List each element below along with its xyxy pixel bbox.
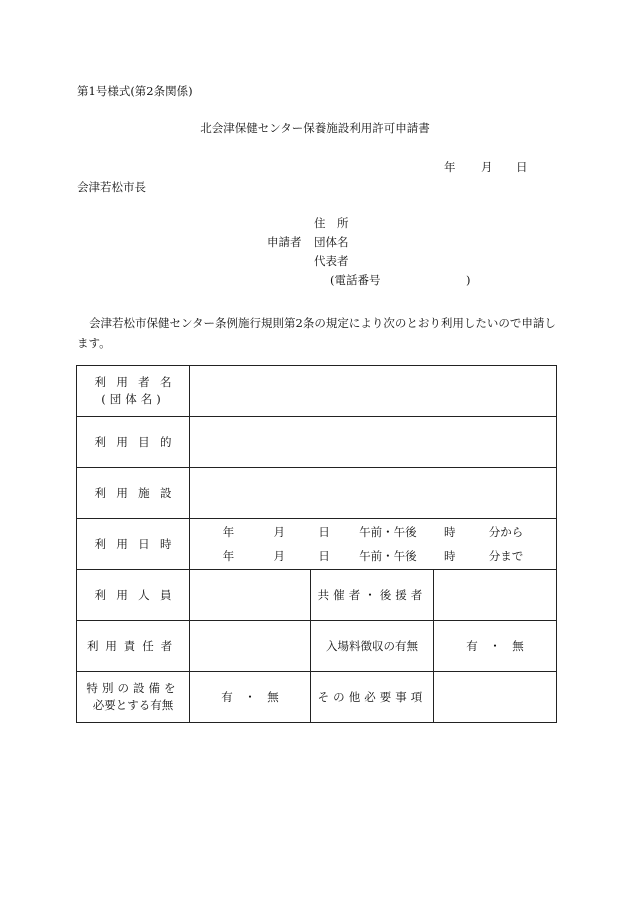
to-year-label: 年 [222,549,235,563]
application-statement: 会津若松市保健センター条例施行規則第2条の規定により次のとおり利用したいので申請します。 [77,316,556,350]
document-title: 北会津保健センター保養施設利用許可申請書 [200,121,430,135]
purpose-label: 利用目的 [94,434,182,449]
manager-field[interactable] [190,621,311,672]
from-hour-label: 時 [443,525,456,539]
facility-field[interactable] [190,468,557,519]
manager-label-cell [77,621,190,672]
from-month-label: 月 [273,525,286,539]
table-row [77,366,557,417]
phone-label: (電話番号 [330,273,381,287]
sponsor-label-cell [311,570,434,621]
purpose-label-cell [77,417,190,468]
to-hour-label: 時 [443,549,456,563]
user-name-label-cell [77,366,190,417]
equipment-choice[interactable] [190,672,311,723]
from-year-label: 年 [222,525,235,539]
date-month-label: 月 [481,160,493,174]
application-table [76,365,557,723]
fee-label-cell [311,621,434,672]
datetime-label: 利用日時 [94,536,182,551]
organization-name-label: (団体名) [101,392,165,406]
manager-label: 利用責任者 [87,638,179,653]
other-label: その他必要事項 [317,689,427,704]
user-name-label: 利用者名 [94,375,182,389]
people-field[interactable] [190,570,311,621]
recipient: 会津若松市長 [77,180,146,194]
fee-choice-text: 有 ・ 無 [466,638,524,653]
other-field[interactable] [434,672,557,723]
purpose-field[interactable] [190,417,557,468]
fee-choice[interactable] [434,621,557,672]
user-name-field[interactable] [190,366,557,417]
other-label-cell [311,672,434,723]
equipment-label-line1: 特別の設備を [86,681,180,695]
equipment-label-line2: 必要とする有無 [92,698,174,712]
datetime-from-line [190,520,556,544]
to-day-label: 日 [318,549,330,563]
applicant-label: 申請者 [267,235,302,249]
table-row [77,468,557,519]
to-ampm-label: 午前・午後 [359,549,417,563]
people-label: 利用人員 [94,587,182,602]
date-year-label: 年 [444,160,456,174]
representative-label: 代表者 [314,254,349,268]
from-minute-label: 分から [488,525,524,539]
from-ampm-label: 午前・午後 [359,525,417,539]
table-row [77,519,557,570]
table-row [77,672,557,723]
form-number-label: 第1号様式(第2条関係) [77,84,193,98]
datetime-to-line [190,544,556,568]
fee-label: 入場料徴収の有無 [326,638,418,653]
to-minute-label: 分まで [488,549,524,563]
table-row [77,417,557,468]
from-day-label: 日 [318,525,330,539]
address-label: 住 所 [314,216,349,230]
date-day-label: 日 [516,160,528,174]
datetime-field[interactable] [190,519,557,570]
table-row [77,570,557,621]
sponsor-label: 共催者・後援者 [317,587,427,602]
organization-label: 団体名 [314,235,349,249]
facility-label: 利用施設 [94,485,182,500]
people-label-cell [77,570,190,621]
table-row [77,621,557,672]
datetime-label-cell [77,519,190,570]
equipment-choice-text: 有 ・ 無 [221,689,279,704]
phone-close-paren: ) [466,273,471,287]
facility-label-cell [77,468,190,519]
to-month-label: 月 [273,549,286,563]
equipment-label-cell [77,672,190,723]
sponsor-field[interactable] [434,570,557,621]
